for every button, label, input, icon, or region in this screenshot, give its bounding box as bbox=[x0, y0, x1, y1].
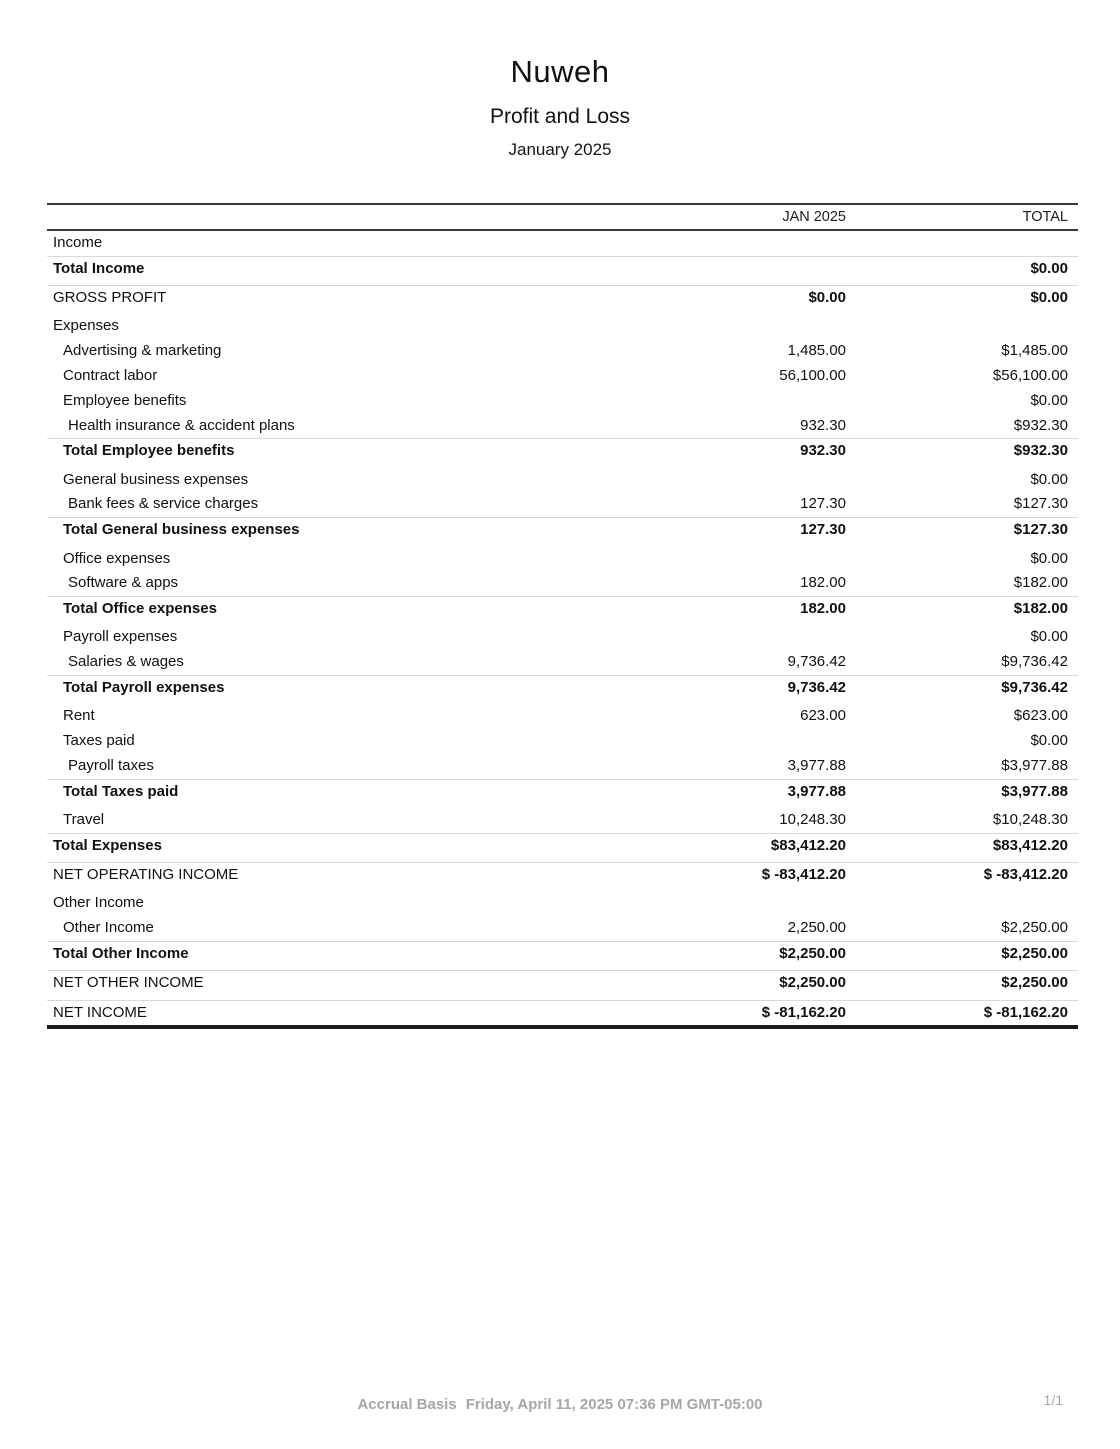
row-label: NET OPERATING INCOME bbox=[53, 866, 239, 884]
row-total-value: $932.30 bbox=[1013, 416, 1068, 434]
row-label: Payroll taxes bbox=[68, 756, 154, 774]
table-row bbox=[47, 808, 1078, 833]
row-label: Advertising & marketing bbox=[63, 342, 222, 360]
table-row bbox=[47, 364, 1078, 389]
table-row bbox=[47, 256, 1078, 281]
row-jan-value: 56,100.00 bbox=[779, 366, 846, 384]
table-row bbox=[47, 547, 1078, 572]
row-label: Travel bbox=[63, 811, 105, 829]
row-label: Total Expenses bbox=[53, 836, 162, 854]
table-row bbox=[47, 468, 1078, 493]
row-total-value: $10,248.30 bbox=[992, 811, 1068, 829]
table-header-row bbox=[47, 203, 1078, 231]
row-total-value: $9,736.42 bbox=[1001, 653, 1068, 671]
row-total-value: $ -83,412.20 bbox=[983, 866, 1068, 884]
row-total-value: $0.00 bbox=[1030, 259, 1068, 277]
row-jan-value bbox=[606, 389, 846, 414]
row-jan-value: 127.30 bbox=[800, 521, 846, 539]
table-row bbox=[47, 438, 1078, 463]
row-jan-value bbox=[606, 891, 846, 916]
table-row bbox=[47, 891, 1078, 916]
row-jan-value: 932.30 bbox=[800, 416, 846, 434]
row-jan-value bbox=[606, 257, 846, 281]
table-row bbox=[47, 414, 1078, 439]
row-jan-value: 1,485.00 bbox=[787, 342, 846, 360]
row-total-value: $3,977.88 bbox=[1001, 782, 1068, 800]
table-row bbox=[47, 285, 1078, 310]
row-jan-value: 9,736.42 bbox=[787, 653, 846, 671]
row-label: General business expenses bbox=[63, 470, 249, 488]
row-total-value: $ -81,162.20 bbox=[983, 1003, 1068, 1021]
table-row bbox=[47, 970, 1078, 995]
row-label: Payroll expenses bbox=[63, 628, 178, 646]
row-total-value: $623.00 bbox=[1013, 707, 1068, 725]
row-jan-value bbox=[606, 729, 846, 754]
row-total-value: $83,412.20 bbox=[992, 836, 1068, 854]
table-row bbox=[47, 231, 1078, 256]
row-label: Total General business expenses bbox=[63, 521, 300, 539]
table-body bbox=[47, 231, 1078, 1024]
row-label: NET OTHER INCOME bbox=[53, 974, 204, 992]
row-label: Software & apps bbox=[68, 574, 179, 592]
row-total-value: $0.00 bbox=[1030, 549, 1068, 567]
row-jan-value: 623.00 bbox=[800, 707, 846, 725]
table-row bbox=[47, 675, 1078, 700]
row-label: Expenses bbox=[53, 317, 119, 335]
row-jan-value: 10,248.30 bbox=[779, 811, 846, 829]
report-title: Profit and Loss bbox=[489, 105, 631, 128]
row-label: Total Employee benefits bbox=[63, 442, 235, 460]
table-row bbox=[47, 833, 1078, 858]
row-jan-value: 3,977.88 bbox=[787, 782, 846, 800]
row-total-value: $127.30 bbox=[1013, 495, 1068, 513]
table-row bbox=[47, 916, 1078, 941]
row-label: Total Taxes paid bbox=[63, 782, 179, 800]
row-label: Income bbox=[53, 234, 103, 251]
column-header-jan: JAN 2025 bbox=[782, 209, 846, 225]
row-total-value: $0.00 bbox=[1030, 470, 1068, 488]
row-total-value: $9,736.42 bbox=[1001, 679, 1068, 697]
row-total-value bbox=[846, 314, 1068, 339]
row-jan-value: 932.30 bbox=[800, 442, 846, 460]
row-label: Taxes paid bbox=[63, 732, 135, 750]
report-footer bbox=[0, 1396, 1120, 1413]
row-total-value: $0.00 bbox=[1030, 391, 1068, 409]
table-row bbox=[47, 862, 1078, 887]
table-row bbox=[47, 389, 1078, 414]
row-label: GROSS PROFIT bbox=[53, 289, 167, 307]
row-total-value: $0.00 bbox=[1030, 628, 1068, 646]
row-jan-value: $2,250.00 bbox=[779, 945, 846, 963]
row-label: Salaries & wages bbox=[68, 653, 184, 671]
table-row bbox=[47, 625, 1078, 650]
profit-loss-table bbox=[47, 203, 1078, 1029]
row-jan-value: 127.30 bbox=[800, 495, 846, 513]
row-label: Health insurance & accident plans bbox=[68, 416, 295, 434]
report-header bbox=[0, 54, 1120, 160]
table-row bbox=[47, 941, 1078, 966]
row-total-value: $0.00 bbox=[1030, 732, 1068, 750]
table-row bbox=[47, 779, 1078, 804]
row-total-value: $3,977.88 bbox=[1001, 756, 1068, 774]
column-header-total: TOTAL bbox=[1022, 209, 1068, 225]
table-row bbox=[47, 650, 1078, 675]
row-label: Total Office expenses bbox=[63, 600, 217, 618]
row-jan-value: 182.00 bbox=[800, 574, 846, 592]
row-label: Other Income bbox=[63, 919, 154, 937]
row-jan-value: $2,250.00 bbox=[779, 974, 846, 992]
row-label: Bank fees & service charges bbox=[68, 495, 259, 513]
table-row bbox=[47, 314, 1078, 339]
row-label: Total Other Income bbox=[53, 945, 189, 963]
row-label: Office expenses bbox=[63, 549, 171, 567]
table-row bbox=[47, 729, 1078, 754]
row-label: Other Income bbox=[53, 894, 144, 912]
row-total-value: $1,485.00 bbox=[1001, 342, 1068, 360]
table-row bbox=[47, 492, 1078, 517]
row-jan-value: 182.00 bbox=[800, 600, 846, 618]
table-row bbox=[47, 517, 1078, 542]
row-jan-value: $ -81,162.20 bbox=[761, 1003, 846, 1021]
report-period: January 2025 bbox=[508, 140, 612, 159]
row-total-value: $127.30 bbox=[1013, 521, 1068, 539]
accounting-basis: Accrual Basis bbox=[357, 1396, 457, 1413]
row-total-value: $0.00 bbox=[1030, 289, 1068, 307]
row-jan-value: $83,412.20 bbox=[770, 836, 846, 854]
bottom-double-rule bbox=[47, 1025, 1078, 1029]
row-total-value: $182.00 bbox=[1013, 574, 1068, 592]
row-jan-value bbox=[606, 314, 846, 339]
row-jan-value: 9,736.42 bbox=[787, 679, 846, 697]
row-total-value: $2,250.00 bbox=[1001, 974, 1068, 992]
table-row bbox=[47, 571, 1078, 596]
table-row bbox=[47, 754, 1078, 779]
row-label: Employee benefits bbox=[63, 391, 187, 409]
row-total-value: $2,250.00 bbox=[1001, 945, 1068, 963]
table-row bbox=[47, 704, 1078, 729]
row-total-value: $2,250.00 bbox=[1001, 919, 1068, 937]
row-total-value bbox=[846, 891, 1068, 916]
row-jan-value bbox=[606, 468, 846, 493]
row-label: Rent bbox=[63, 707, 95, 725]
table-row bbox=[47, 596, 1078, 621]
report-timestamp: Friday, April 11, 2025 07:36 PM GMT-05:00 bbox=[465, 1396, 763, 1413]
company-name: Nuweh bbox=[510, 54, 610, 89]
page-number: 1/1 bbox=[1043, 1392, 1063, 1408]
row-total-value: $56,100.00 bbox=[992, 366, 1068, 384]
row-jan-value: 2,250.00 bbox=[787, 919, 846, 937]
row-jan-value bbox=[606, 231, 846, 256]
row-jan-value bbox=[606, 625, 846, 650]
row-jan-value: 3,977.88 bbox=[787, 756, 846, 774]
row-label: Total Payroll expenses bbox=[63, 679, 225, 697]
row-total-value: $932.30 bbox=[1013, 442, 1068, 460]
row-jan-value: $ -83,412.20 bbox=[761, 866, 846, 884]
table-row bbox=[47, 339, 1078, 364]
row-total-value: $182.00 bbox=[1013, 600, 1068, 618]
row-label: NET INCOME bbox=[53, 1003, 147, 1021]
row-jan-value: $0.00 bbox=[808, 289, 846, 307]
row-label: Contract labor bbox=[63, 366, 158, 384]
row-label: Total Income bbox=[53, 259, 145, 277]
table-row bbox=[47, 1000, 1078, 1025]
row-total-value bbox=[846, 231, 1068, 256]
row-jan-value bbox=[606, 547, 846, 572]
